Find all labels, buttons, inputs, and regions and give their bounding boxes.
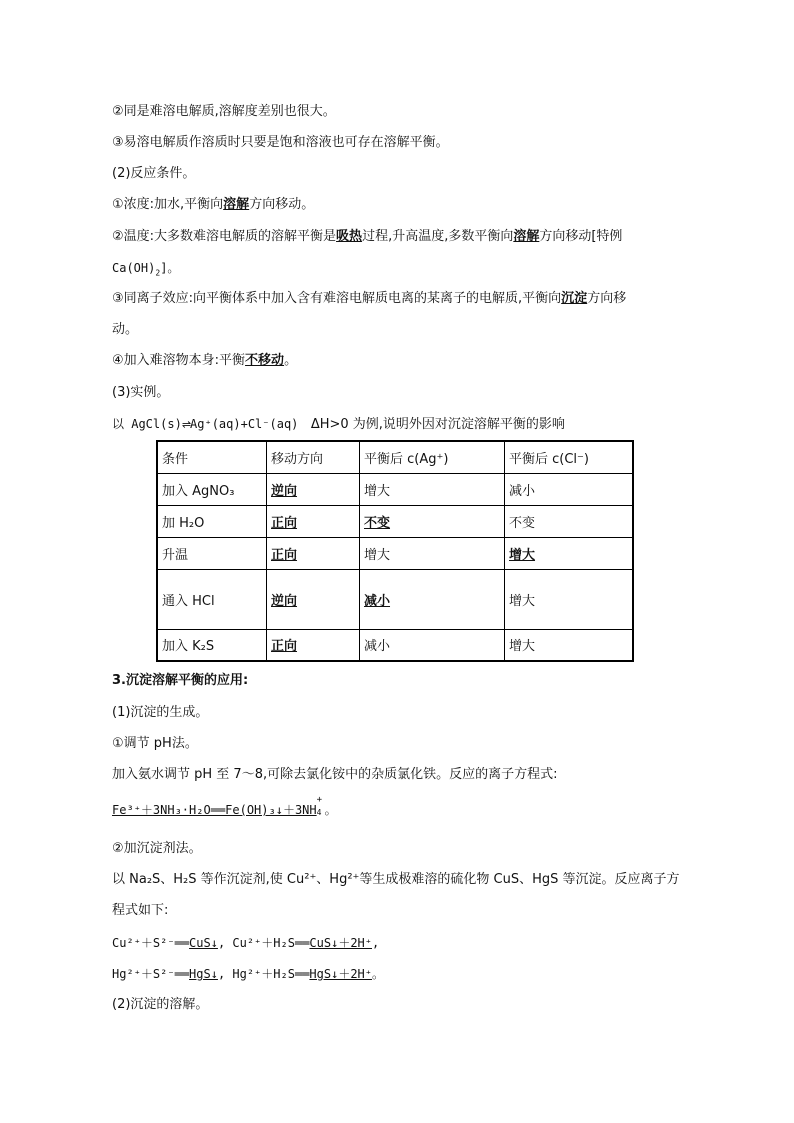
table-row — [157, 537, 633, 569]
table-row — [157, 473, 633, 505]
text-line — [112, 290, 626, 308]
answer-span: 溶解 — [513, 229, 540, 244]
table-cell: 不变 — [360, 505, 505, 537]
text-span: Cu²⁺＋S²⁻══ — [112, 936, 190, 950]
table-cell: 增大 — [360, 537, 505, 569]
text-line: 程式如下: — [112, 903, 169, 918]
text-span: Hg²⁺＋S²⁻══ — [112, 967, 190, 981]
table-cell: 逆向 — [267, 569, 360, 629]
text-span: Ca(OH) — [112, 261, 156, 275]
answer-span: 吸热 — [336, 229, 363, 244]
text-line: ①调节 pH法。 — [112, 736, 198, 751]
table-header: 平衡后 c(Ag⁺) — [360, 441, 505, 473]
table-cell: 增大 — [505, 629, 634, 661]
text-span: 方向移动[特例 — [539, 229, 623, 244]
text-line — [112, 259, 179, 282]
table-cell: 减小 — [505, 473, 634, 505]
answer-span: 不移动 — [245, 353, 285, 368]
table-header: 条件 — [157, 441, 267, 473]
table-cell: 正向 — [267, 629, 360, 661]
table-cell: 加入 AgNO₃ — [157, 473, 267, 505]
answer-span: 溶解 — [223, 197, 250, 212]
table-header-row — [157, 441, 633, 473]
table-cell: 逆向 — [267, 473, 360, 505]
text-span: , Hg²⁺＋H₂S══ — [217, 967, 310, 981]
table-row — [157, 569, 633, 629]
ion-charge — [316, 795, 325, 817]
text-span: 以 AgCl(s) — [112, 417, 182, 431]
equation-line — [112, 795, 337, 819]
table-header: 平衡后 c(Cl⁻) — [505, 441, 634, 473]
text-line: (3)实例。 — [112, 385, 170, 400]
text-line: (1)沉淀的生成。 — [112, 705, 209, 720]
answer-span: CuS↓＋2H⁺ — [309, 936, 372, 950]
text-span: ④加入难溶物本身:平衡 — [112, 353, 246, 368]
table-header: 移动方向 — [267, 441, 360, 473]
text-span: ]。 — [160, 261, 180, 275]
answer-span: CuS↓ — [189, 936, 218, 950]
table-row — [157, 505, 633, 537]
text-span: 方向移 — [587, 291, 627, 306]
equilibrium-arrow-icon: ⇌ — [181, 418, 191, 431]
table-cell: 减小 — [360, 569, 505, 629]
text-span: , — [372, 936, 380, 950]
table-cell: 不变 — [505, 505, 634, 537]
text-span: ΔH>0 为例,说明外因对沉淀溶解平衡的影响 — [310, 417, 565, 432]
table-row — [157, 629, 633, 661]
equation-line — [112, 934, 379, 952]
text-line: ③易溶电解质作溶质时只要是饱和溶液也可存在溶解平衡。 — [112, 135, 449, 150]
text-line: ②加沉淀剂法。 — [112, 841, 202, 856]
text-line — [112, 352, 297, 370]
text-span: Ag⁺(aq)+Cl⁻(aq) — [190, 417, 299, 431]
text-span: 过程,升高温度,多数平衡向 — [362, 229, 514, 244]
text-span: 。 — [372, 967, 385, 981]
text-line: 加入氨水调节 pH 至 7～8,可除去氯化铵中的杂质氯化铁。反应的离子方程式: — [112, 767, 558, 782]
text-line — [112, 415, 565, 434]
text-span: , Cu²⁺＋H₂S══ — [217, 936, 310, 950]
answer-span: 沉淀 — [561, 291, 588, 306]
text-span: 。 — [324, 803, 337, 817]
subscript: 4 — [316, 808, 322, 817]
text-span: ②温度:大多数难溶电解质的溶解平衡是 — [112, 229, 337, 244]
text-line: 以 Na₂S、H₂S 等作沉淀剂,使 Cu²⁺、Hg²⁺等生成极难溶的硫化物 CuS、HgS 等沉淀。反应离子方 — [112, 872, 680, 887]
table-cell: 增大 — [505, 537, 634, 569]
table-cell: 减小 — [360, 629, 505, 661]
text-span: ③同离子效应:向平衡体系中加入含有难溶电解质电离的某离子的电解质,平衡向 — [112, 291, 562, 306]
table-cell: 正向 — [267, 537, 360, 569]
table-cell: 通入 HCl — [157, 569, 267, 629]
table-cell: 增大 — [505, 569, 634, 629]
table-cell: 正向 — [267, 505, 360, 537]
answer-span: HgS↓ — [189, 967, 218, 981]
answer-span: Fe³⁺＋3NH₃·H₂O══Fe(OH)₃↓＋3NH — [112, 803, 317, 817]
table-cell: 增大 — [360, 473, 505, 505]
text-span: 方向移动。 — [249, 197, 315, 212]
superscript: + — [316, 795, 323, 805]
text-line: (2)沉淀的溶解。 — [112, 997, 209, 1012]
equation-line — [112, 965, 384, 983]
data-table — [156, 440, 634, 662]
table-cell: 升温 — [157, 537, 267, 569]
text-line — [112, 228, 622, 246]
table-cell: 加入 K₂S — [157, 629, 267, 661]
answer-span: HgS↓＋2H⁺ — [309, 967, 372, 981]
text-line: (2)反应条件。 — [112, 166, 196, 181]
table-cell: 加 H₂O — [157, 505, 267, 537]
subscript: 2 — [155, 268, 161, 278]
text-line: ②同是难溶电解质,溶解度差别也很大。 — [112, 104, 336, 119]
section-heading: 3.沉淀溶解平衡的应用: — [112, 673, 249, 688]
text-line: 动。 — [112, 322, 139, 337]
text-span: 。 — [284, 353, 298, 368]
text-line — [112, 196, 314, 214]
text-span: ①浓度:加水,平衡向 — [112, 197, 224, 212]
